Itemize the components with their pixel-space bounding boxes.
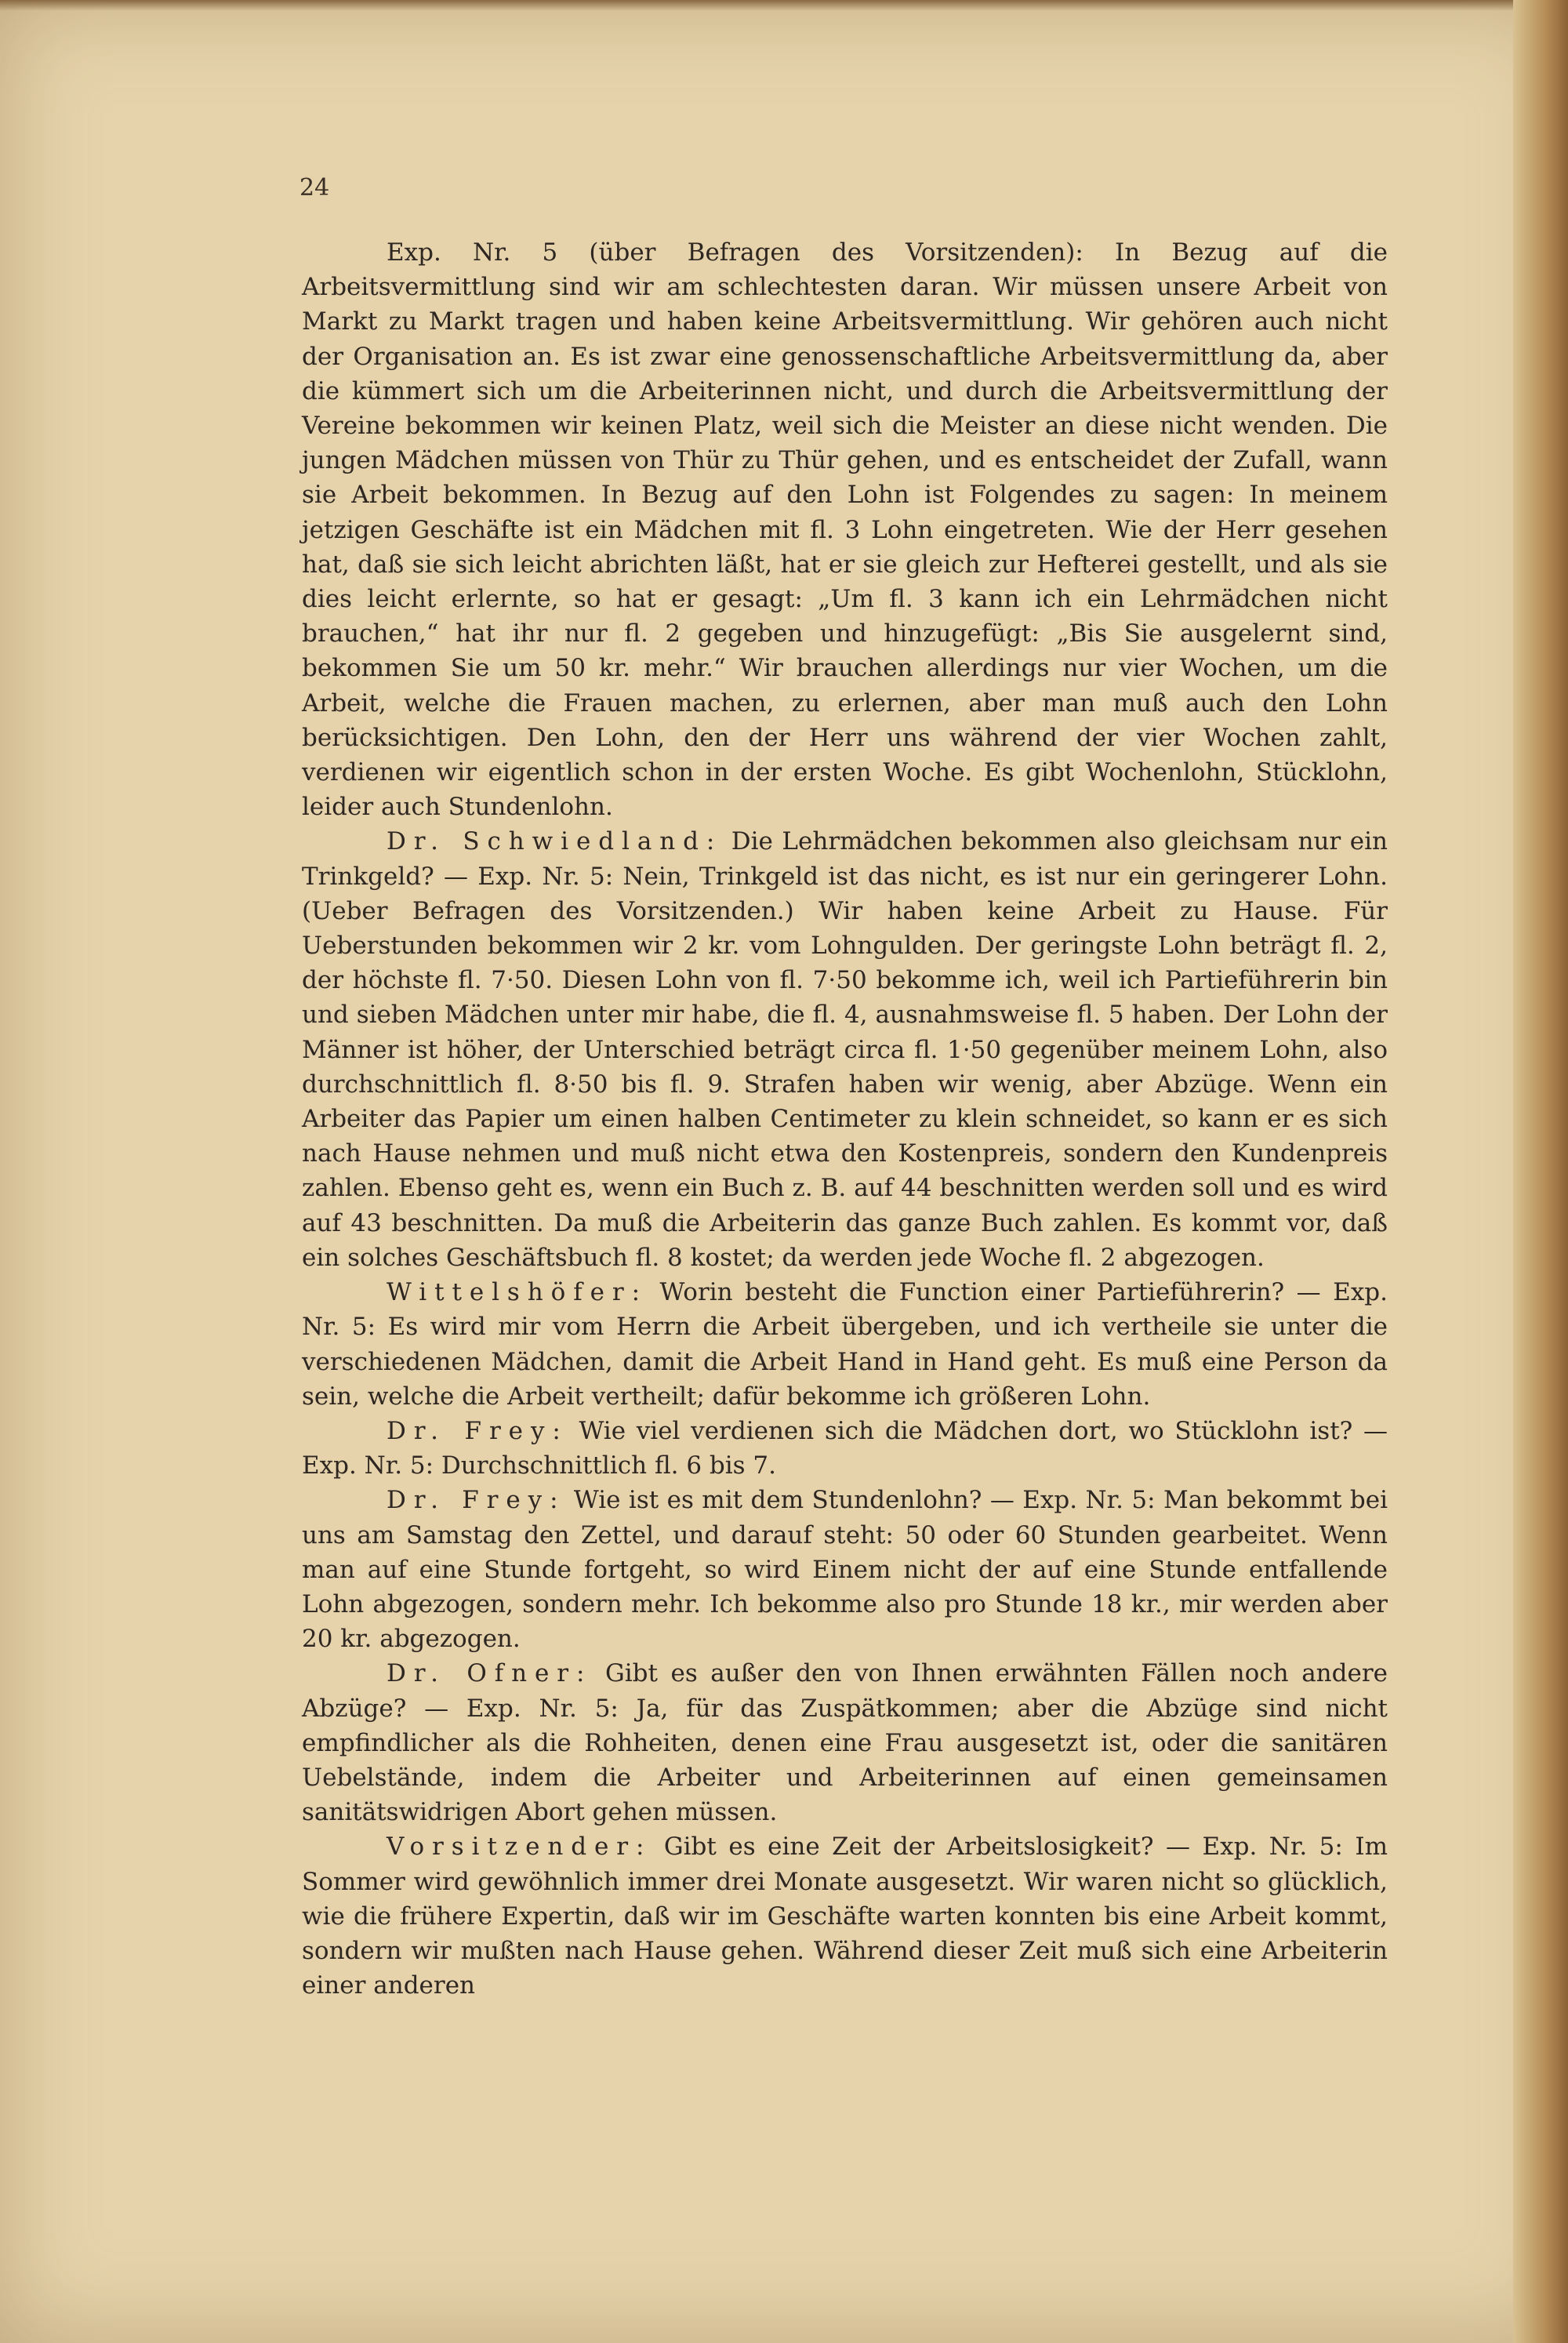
paragraph bbox=[302, 1656, 1388, 1829]
paragraph-text: Gibt es außer den von Ihnen erwähnten Fällen noch andere Abzüge? — Exp. Nr. 5: Ja, für das Zuspätkommen; aber die Abzüge sind nicht empfindlicher als die Rohheiten, denen eine Frau ausgesetzt ist, oder die sanitären Uebelstände, indem die Arbeiter und Arbeiterinnen auf einen gemeinsamen sanitätswidrigen Abort gehen müssen. bbox=[302, 1659, 1388, 1827]
page-top-edge bbox=[0, 0, 1568, 11]
paragraph-text: Worin besteht die Function einer Partieführerin? — Exp. Nr. 5: Es wird mir vom Herrn die Arbeit übergeben, und ich vertheile sie unter die verschiedenen Mädchen, damit die Arbeit Hand in Hand geht. Es muß eine Person da sein, welche die Arbeit vertheilt; dafür bekomme ich größeren Lohn. bbox=[302, 1278, 1388, 1411]
paragraph bbox=[302, 1829, 1388, 2003]
paragraph-text: Die Lehrmädchen bekommen also gleichsam nur ein Trinkgeld? — Exp. Nr. 5: Nein, Trinkgeld ist das nicht, es ist nur ein geringerer Lohn. (Ueber Befragen des Vorsitzenden.) Wir haben keine Arbeit zu Hause. Für Ueberstunden bekommen wir 2 kr. vom Lohngulden. Der geringste Lohn beträgt fl. 2, der höchste fl. 7·50. Diesen Lohn von fl. 7·50 bekomme ich, weil ich Partieführerin bin und sieben Mädchen unter mir habe, die fl. 4, ausnahmsweise fl. 5 haben. Der Lohn der Männer ist höher, der Unterschied beträgt circa fl. 1·50 gegenüber meinem Lohn, also durchschnittlich fl. 8·50 bis fl. 9. Strafen haben wir wenig, aber Abzüge. Wenn ein Arbeiter das Papier um einen halben Centimeter zu klein schneidet, so kann er es sich nach Hause nehmen und muß nicht etwa den Kostenpreis, sondern den Kundenpreis zahlen. Ebenso geht es, wenn ein Buch z. B. auf 44 beschnitten werden soll und es wird auf 43 beschnitten. Da muß die Arbeiterin das ganze Buch zahlen. Es kommt vor, daß ein solches Geschäftsbuch fl. 8 kostet; da werden jede Woche fl. 2 abgezogen. bbox=[302, 827, 1388, 1272]
paragraph-text: Wie ist es mit dem Stundenlohn? — Exp. Nr. 5: Man bekommt bei uns am Samstag den Zettel, und darauf steht: 50 oder 60 Stunden gearbeitet. Wenn man auf eine Stunde fortgeht, so wird Einem nicht der auf eine Stunde entfallende Lohn abgezogen, sondern mehr. Ich bekomme also pro Stunde 18 kr., mir werden aber 20 kr. abgezogen. bbox=[302, 1486, 1388, 1654]
speaker-name: Wittelshöfer: bbox=[387, 1278, 648, 1307]
paragraph bbox=[302, 824, 1388, 1275]
speaker-name: Dr. Frey: bbox=[387, 1416, 568, 1445]
paragraph bbox=[302, 1483, 1388, 1656]
book-spine bbox=[1513, 0, 1568, 2343]
body-text bbox=[302, 235, 1388, 2003]
paragraph-text: Gibt es eine Zeit der Arbeitslosigkeit? — Exp. Nr. 5: Im Sommer wird gewöhnlich immer drei Monate ausgesetzt. Wir waren nicht so glücklich, wie die frühere Expertin, daß wir im Geschäfte warten konnten bis eine Arbeit kommt, sondern wir mußten nach Hause gehen. Während dieser Zeit muß sich eine Arbeiterin einer anderen bbox=[302, 1833, 1388, 2000]
paragraph bbox=[302, 235, 1388, 824]
speaker-name: Dr. Frey: bbox=[387, 1486, 566, 1515]
paragraph-text: Wie viel verdienen sich die Mädchen dort, wo Stücklohn ist? — Exp. Nr. 5: Durchschnittlich fl. 6 bis 7. bbox=[302, 1416, 1388, 1480]
paragraph bbox=[302, 1414, 1388, 1483]
paragraph bbox=[302, 1275, 1388, 1414]
speaker-name: Vorsitzender: bbox=[387, 1833, 652, 1862]
speaker-name: Dr. Schwiedland: bbox=[387, 827, 723, 856]
speaker-name: Dr. Ofner: bbox=[387, 1659, 593, 1688]
page-number: 24 bbox=[299, 174, 330, 202]
paragraph-text: Exp. Nr. 5 (über Befragen des Vorsitzenden): In Bezug auf die Arbeitsvermittlung sind wir am schlechtesten daran. Wir müssen unsere Arbeit von Markt zu Markt tragen und haben keine Arbeitsvermittlung. Wir gehören auch nicht der Organisation an. Es ist zwar eine genossenschaftliche Arbeitsvermittlung da, aber die kümmert sich um die Arbeiterinnen nicht, und durch die Arbeitsvermittlung der Vereine bekommen wir keinen Platz, weil sich die Meister an diese nicht wenden. Die jungen Mädchen müssen von Thür zu Thür gehen, und es entscheidet der Zufall, wann sie Arbeit bekommen. In Bezug auf den Lohn ist Folgendes zu sagen: In meinem jetzigen Geschäfte ist ein Mädchen mit fl. 3 Lohn eingetreten. Wie der Herr gesehen hat, daß sie sich leicht abrichten läßt, hat er sie gleich zur Hefterei gestellt, und als sie dies leicht erlernte, so hat er gesagt: „Um fl. 3 kann ich ein Lehrmädchen nicht brauchen,“ hat ihr nur fl. 2 gegeben und hinzugefügt: „Bis Sie ausgelernt sind, bekommen Sie um 50 kr. mehr.“ Wir brauchen allerdings nur vier Wochen, um die Arbeit, welche die Frauen machen, zu erlernen, aber man muß auch den Lohn berücksichtigen. Den Lohn, den der Herr uns während der vier Wochen zahlt, verdienen wir eigentlich schon in der ersten Woche. Es gibt Wochenlohn, Stücklohn, leider auch Stundenlohn. bbox=[302, 238, 1388, 822]
